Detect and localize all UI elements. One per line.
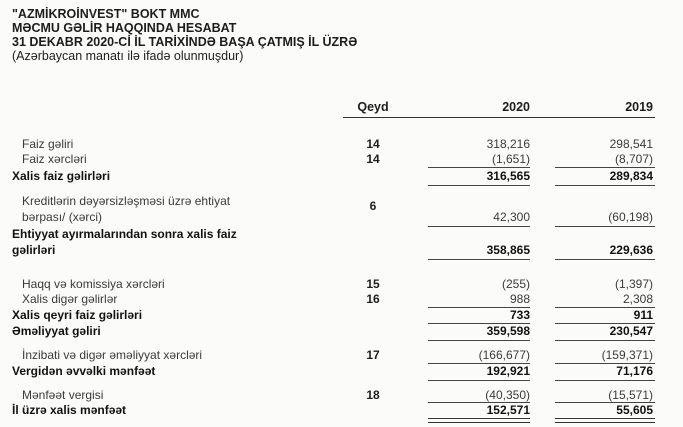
table-row-total [0, 402, 683, 418]
currency-note: (Azərbaycan manatı ilə ifadə olunmuşdur) [12, 49, 244, 63]
total-rule-2019 [555, 259, 655, 260]
total-rule-2020 [428, 380, 530, 381]
table-row [0, 151, 683, 167]
row-value-2019: 71,176 [616, 364, 653, 378]
row-value-2020: (1,651) [491, 152, 530, 166]
row-value-2020: 733 [509, 308, 530, 322]
row-value-2019: 229,636 [609, 243, 653, 257]
row-label: Kreditlərin dəyərsizləşməsi üzrə ehtiyat [22, 194, 231, 208]
row-value-2020: 988 [509, 292, 530, 306]
row-value-2019: 230,547 [609, 324, 653, 338]
row-label: Haqq və komissiya xərcləri [22, 277, 165, 291]
row-label-continued: bərpası/ (xərci) [22, 210, 103, 224]
row-note: 6 [369, 199, 377, 213]
total-rule-2019 [555, 185, 655, 186]
table-row-total [0, 226, 683, 242]
row-value-2020: 359,598 [486, 324, 530, 338]
header-rule [343, 117, 655, 118]
report-period: 31 DEKABR 2020-Cİ İL TARİXİNDƏ BAŞA ÇATMIŞ İL ÜZRƏ [12, 35, 358, 49]
row-value-2019: (8,707) [614, 152, 653, 166]
table-row [0, 291, 683, 307]
column-header-2020: 2020 [502, 100, 530, 114]
total-rule-2020 [428, 185, 530, 186]
table-row [0, 347, 683, 363]
row-label: Xalis digər gəlirlər [22, 292, 118, 306]
row-value-2019: (60,198) [608, 210, 653, 224]
row-note: 14 [366, 152, 380, 166]
row-label: İl üzrə xalis mənfəət [12, 403, 127, 417]
row-label: Ehtiyyat ayırmalarından sonra xalis faiz [12, 227, 237, 241]
row-value-2020: (166,677) [478, 348, 530, 362]
row-label: Əməliyyat gəliri [12, 324, 101, 338]
double-rule-2020 [428, 418, 530, 423]
column-header-2019: 2019 [625, 100, 653, 114]
total-rule-2019 [555, 380, 655, 381]
row-value-2020: 192,921 [486, 364, 530, 378]
row-label: Faiz xərcləri [22, 152, 87, 166]
report-title: MƏCMU GƏLİR HAQQINDA HESABAT [12, 21, 237, 35]
table-row [0, 209, 683, 225]
table-row [0, 276, 683, 292]
row-value-2019: (159,371) [601, 348, 653, 362]
total-rule-2020 [428, 340, 530, 341]
row-value-2019: 911 [633, 308, 653, 322]
row-value-2019: 298,541 [609, 137, 653, 151]
table-row-total [0, 242, 683, 258]
row-value-2019: (1,397) [614, 277, 653, 291]
row-note: 14 [366, 137, 380, 151]
row-label: Vergidən əvvəlki mənfəət [12, 364, 156, 378]
row-label: İnzibati və digər əməliyyat xərcləri [22, 348, 203, 362]
row-label: Xalis qeyri faiz gəlirləri [12, 308, 143, 322]
row-value-2020: 152,571 [486, 403, 530, 417]
table-row-total [0, 323, 683, 339]
total-rule-2020 [428, 259, 530, 260]
total-rule-2019 [555, 340, 655, 341]
double-rule-2019 [555, 418, 655, 423]
row-value-2020: 358,865 [486, 243, 530, 257]
row-label: Faiz gəliri [22, 137, 74, 151]
table-row-total [0, 168, 683, 184]
company-name: "AZMİKROİNVEST" BOKT MMC [12, 7, 200, 21]
row-value-2020: (255) [501, 277, 530, 291]
row-label: Mənfəət vergisi [22, 388, 104, 402]
table-row [0, 387, 683, 403]
row-note: 18 [366, 388, 380, 402]
row-note: 15 [366, 277, 380, 291]
row-value-2019: 2,308 [622, 292, 653, 306]
row-value-2019: 55,605 [616, 403, 653, 417]
row-value-2020: 316,565 [486, 169, 530, 183]
row-value-2019: 289,834 [609, 169, 653, 183]
row-label-continued: gəlirləri [12, 243, 56, 257]
table-row-total [0, 363, 683, 379]
row-value-2019: (15,571) [608, 388, 653, 402]
column-header-note: Qeyd [357, 100, 389, 114]
row-value-2020: 318,216 [486, 137, 530, 151]
table-row-total [0, 307, 683, 323]
row-label: Xalis faiz gəlirləri [12, 169, 111, 183]
row-note: 16 [366, 292, 380, 306]
row-value-2020: (40,350) [485, 388, 530, 402]
row-value-2020: 42,300 [493, 210, 530, 224]
row-note: 17 [366, 348, 380, 362]
table-row [0, 136, 683, 152]
